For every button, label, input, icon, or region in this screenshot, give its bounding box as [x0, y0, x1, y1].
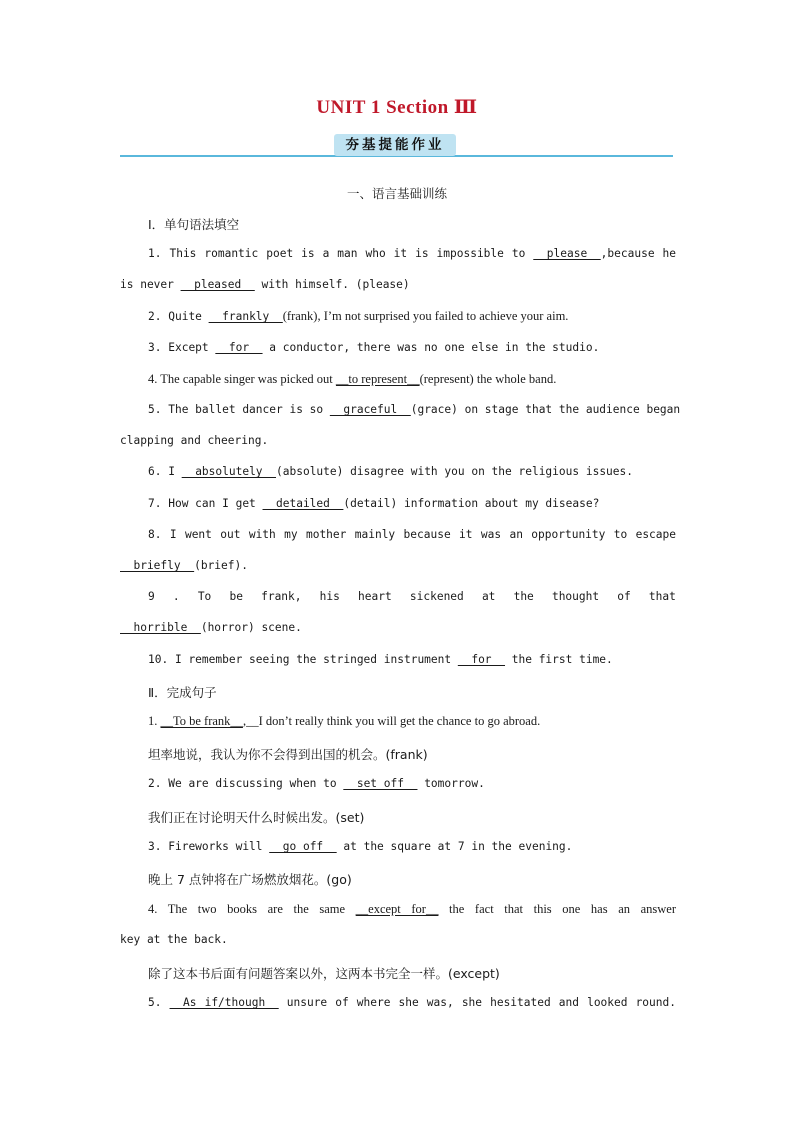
section-heading: 一、语言基础训练: [346, 186, 447, 201]
question-text: I: [168, 465, 182, 478]
answer-blank: __absolutely__: [181, 465, 277, 478]
question-2: [148, 309, 676, 324]
question-number: 2.: [148, 777, 162, 790]
question-text: a conductor, there was no one else in the studio.: [262, 341, 600, 354]
question-number: 3.: [148, 840, 162, 853]
answer-blank: __go off__: [269, 840, 337, 853]
question-word: the: [513, 590, 534, 603]
answer-blank: __set off__: [343, 777, 418, 790]
sentence-1-chinese: 坦率地说，我认为你不会得到出国的机会。(frank): [148, 747, 428, 762]
question-text: the fact that this one has an answer: [438, 902, 676, 916]
question-9-line2: [120, 621, 676, 634]
question-word: at: [481, 590, 496, 603]
question-number: 2.: [148, 310, 162, 323]
question-text: (horror) scene.: [200, 621, 302, 634]
part2-heading: Ⅱ．完成句子: [148, 685, 217, 700]
question-word: heart: [358, 590, 392, 603]
question-8-line2: [120, 559, 676, 572]
question-10: [148, 653, 676, 666]
question-text: Except: [168, 341, 216, 354]
answer-blank: __As if/though__: [169, 996, 279, 1009]
question-6: [148, 465, 676, 478]
question-word: To: [197, 590, 212, 603]
question-word: his: [319, 590, 340, 603]
sentence-4-chinese: 除了这本书后面有问题答案以外，这两本书完全一样。(except): [148, 966, 500, 981]
question-1-line1: [148, 247, 676, 260]
question-number: 5.: [148, 996, 162, 1009]
question-text: (absolute) disagree with you on the religious issues.: [276, 465, 633, 478]
question-number: 5.: [148, 403, 162, 416]
answer-blank: __horrible__: [120, 621, 201, 634]
question-text: the first time.: [505, 653, 613, 666]
question-number: 3.: [148, 341, 162, 354]
question-7: [148, 497, 676, 510]
sentence-1: [148, 714, 676, 729]
question-number: 4.: [148, 902, 158, 916]
question-text: The two books are the same: [167, 902, 356, 916]
section-banner: [120, 134, 673, 158]
question-text: I went out with my mother mainly because it was an opportunity to escape: [169, 528, 676, 541]
question-text: The ballet dancer is so: [168, 403, 330, 416]
question-text: unsure of where she was, she hesitated and looked round.: [278, 996, 676, 1009]
banner-label: 夯基提能作业: [334, 134, 456, 156]
question-number: 1.: [148, 247, 162, 260]
question-1-line2: [120, 278, 676, 291]
question-text: Quite: [168, 310, 209, 323]
sentence-4-line2: key at the back.: [120, 933, 228, 946]
sentence-4-line1: [148, 902, 676, 917]
question-text: is never: [120, 278, 181, 291]
question-text: ,because he: [600, 247, 676, 260]
question-word: be: [229, 590, 243, 603]
question-text: with himself. (please): [254, 278, 410, 291]
question-text: ,: [242, 714, 247, 728]
answer-blank: __except for__: [355, 902, 439, 916]
sentence-5: [148, 996, 676, 1009]
answer-blank: __To be frank__: [160, 714, 243, 728]
question-text: Fireworks will: [168, 840, 270, 853]
question-word: that: [648, 590, 676, 603]
answer-blank: __detailed__: [262, 497, 344, 510]
question-word: sickened: [409, 590, 464, 603]
question-word: thought: [551, 590, 600, 603]
question-number: 4.: [148, 372, 158, 386]
question-text: (represent) the whole band.: [419, 372, 557, 386]
question-9-line1: [148, 590, 676, 603]
question-number: 9: [148, 590, 155, 603]
question-text: The capable singer was picked out: [160, 372, 336, 386]
answer-blank: __for__: [457, 653, 506, 666]
question-5-line1: [148, 403, 681, 416]
question-text: tomorrow.: [417, 777, 485, 790]
answer-blank: __for__: [215, 341, 263, 354]
question-word: .: [172, 590, 180, 603]
question-8-line1: [148, 528, 676, 541]
page-title: UNIT 1 Section Ⅲ: [316, 97, 478, 118]
question-text: (grace) on stage that the audience began: [410, 403, 681, 416]
answer-blank: __briefly__: [120, 559, 195, 572]
question-text: How can I get: [168, 497, 263, 510]
question-text: We are discussing when to: [168, 777, 344, 790]
answer-blank: __graceful__: [329, 403, 411, 416]
question-5-line2: clapping and cheering.: [120, 434, 269, 447]
sentence-3: [148, 840, 676, 853]
question-text: __I don’t really think you will get the chance to go abroad.: [246, 714, 541, 728]
question-number: 7.: [148, 497, 162, 510]
part1-heading: Ⅰ．单句语法填空: [148, 217, 240, 232]
sentence-3-chinese: 晚上 7 点钟将在广场燃放烟花。(go): [148, 872, 352, 887]
question-text: at the square at 7 in the evening.: [336, 840, 573, 853]
question-text: This romantic poet is a man who it is impossible to: [169, 247, 534, 260]
question-4: [148, 372, 676, 387]
question-text: (brief).: [194, 559, 248, 572]
sentence-2: [148, 777, 676, 790]
question-number: 10.: [148, 653, 169, 666]
answer-blank: __please__: [533, 247, 601, 260]
question-word: of: [617, 590, 631, 603]
question-text: (frank), I’m not surprised you failed to achieve your aim.: [282, 309, 569, 323]
answer-blank: __frankly__: [208, 310, 283, 323]
question-number: 1.: [148, 714, 158, 728]
question-number: 6.: [148, 465, 162, 478]
question-word: frank,: [261, 590, 302, 603]
answer-blank: __pleased__: [180, 278, 255, 291]
question-3: [148, 341, 676, 354]
sentence-2-chinese: 我们正在讨论明天什么时候出发。(set): [148, 810, 365, 825]
question-text: (detail) information about my disease?: [343, 497, 600, 510]
answer-blank: __to represent__: [335, 372, 420, 386]
question-number: 8.: [148, 528, 162, 541]
question-text: I remember seeing the stringed instrument: [174, 653, 458, 666]
